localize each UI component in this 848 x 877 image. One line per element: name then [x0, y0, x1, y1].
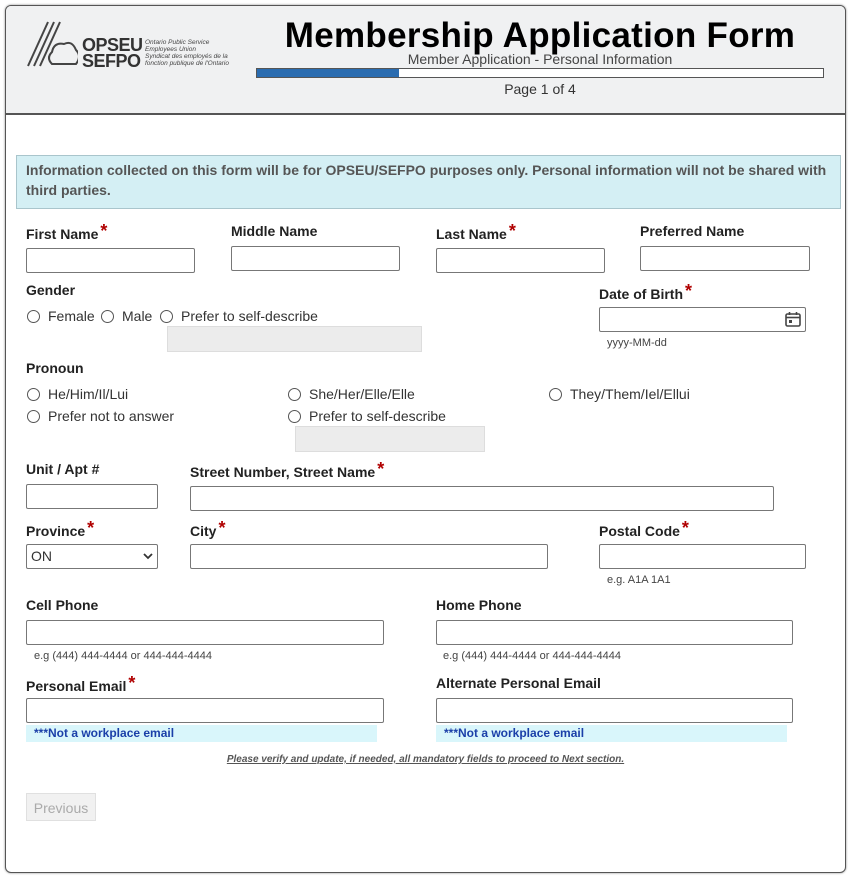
required-marker: * — [377, 459, 385, 479]
preferred-name-input[interactable] — [640, 246, 810, 271]
pronoun-they-radio[interactable]: They/Them/Iel/Ellui — [549, 386, 690, 402]
cell-phone-hint: e.g (444) 444-4444 or 444-444-4444 — [34, 650, 212, 662]
preferred-name-label: Preferred Name — [640, 223, 745, 239]
chevron-down-icon — [143, 551, 153, 561]
page-indicator: Page 1 of 4 — [504, 81, 576, 97]
email-input[interactable] — [26, 698, 384, 723]
form-header — [6, 6, 845, 115]
first-name-label: First Name * — [26, 221, 108, 242]
opseu-logo — [26, 20, 236, 76]
dob-hint: yyyy-MM-dd — [607, 337, 667, 349]
email-label: Personal Email * — [26, 673, 136, 694]
alt-email-input[interactable] — [436, 698, 793, 723]
pronoun-self-describe-input[interactable] — [295, 426, 485, 452]
home-phone-label: Home Phone — [436, 597, 522, 613]
home-phone-input[interactable] — [436, 620, 793, 645]
pronoun-he-radio[interactable]: He/Him/Il/Lui — [27, 386, 128, 402]
middle-name-label: Middle Name — [231, 223, 318, 239]
progress-bar — [256, 68, 824, 78]
alt-email-warning: ***Not a workplace email — [436, 725, 787, 742]
previous-button[interactable]: Previous — [26, 793, 96, 821]
home-phone-hint: e.g (444) 444-4444 or 444-444-4444 — [443, 650, 621, 662]
unit-label: Unit / Apt # — [26, 461, 100, 477]
gender-self-describe-radio[interactable]: Prefer to self-describe — [160, 308, 318, 324]
gender-female-radio[interactable]: Female — [27, 308, 95, 324]
logo-tag-4: fonction publique de l'Ontario — [145, 60, 229, 67]
logo-sefpo: SEFPO — [82, 51, 141, 71]
calendar-icon[interactable] — [785, 311, 801, 327]
required-marker: * — [508, 221, 516, 241]
street-label: Street Number, Street Name * — [190, 459, 385, 480]
required-marker: * — [100, 221, 108, 241]
cell-phone-input[interactable] — [26, 620, 384, 645]
postal-label: Postal Code * — [599, 518, 689, 539]
postal-input[interactable] — [599, 544, 806, 569]
postal-hint: e.g. A1A 1A1 — [607, 574, 671, 586]
logo-mark-icon — [26, 20, 78, 70]
province-label: Province * — [26, 518, 95, 539]
dob-label: Date of Birth * — [599, 281, 693, 302]
last-name-input[interactable] — [436, 248, 605, 273]
pronoun-label: Pronoun — [26, 360, 84, 376]
dob-input[interactable] — [599, 307, 806, 332]
verify-note: Please verify and update, if needed, all mandatory fields to proceed to Next section. — [226, 754, 625, 765]
required-marker: * — [87, 518, 95, 538]
logo-tag-1: Ontario Public Service — [145, 39, 210, 46]
pronoun-she-radio[interactable]: She/Her/Elle/Elle — [288, 386, 415, 402]
gender-label: Gender — [26, 282, 76, 298]
required-marker: * — [218, 518, 226, 538]
logo-tag-3: Syndicat des employés de la — [145, 53, 228, 60]
cell-phone-label: Cell Phone — [26, 597, 99, 613]
form-window — [5, 5, 846, 873]
last-name-label: Last Name * — [436, 221, 516, 242]
logo-opseu: OPSEU — [82, 35, 143, 55]
province-select[interactable]: ON — [26, 544, 158, 569]
progress-fill — [257, 69, 399, 77]
required-marker: * — [128, 673, 136, 693]
first-name-input[interactable] — [26, 248, 195, 273]
middle-name-input[interactable] — [231, 246, 400, 271]
pronoun-no-answer-radio[interactable]: Prefer not to answer — [27, 408, 174, 424]
email-warning: ***Not a workplace email — [26, 725, 377, 742]
unit-input[interactable] — [26, 484, 158, 509]
city-label: City * — [190, 518, 226, 539]
gender-male-radio[interactable]: Male — [101, 308, 152, 324]
required-marker: * — [681, 518, 689, 538]
page-title: Membership Application Form — [284, 16, 796, 55]
logo-tag-2: Employees Union — [145, 46, 196, 53]
privacy-notice: Information collected on this form will be for OPSEU/SEFPO purposes only. Personal information will not be shared with third parties. — [16, 155, 841, 209]
page-subtitle: Member Application - Personal Information — [407, 51, 673, 67]
pronoun-self-describe-radio[interactable]: Prefer to self-describe — [288, 408, 446, 424]
alt-email-label: Alternate Personal Email — [436, 675, 601, 691]
required-marker: * — [685, 281, 693, 301]
gender-self-describe-input[interactable] — [167, 326, 422, 352]
street-input[interactable] — [190, 486, 774, 511]
city-input[interactable] — [190, 544, 548, 569]
